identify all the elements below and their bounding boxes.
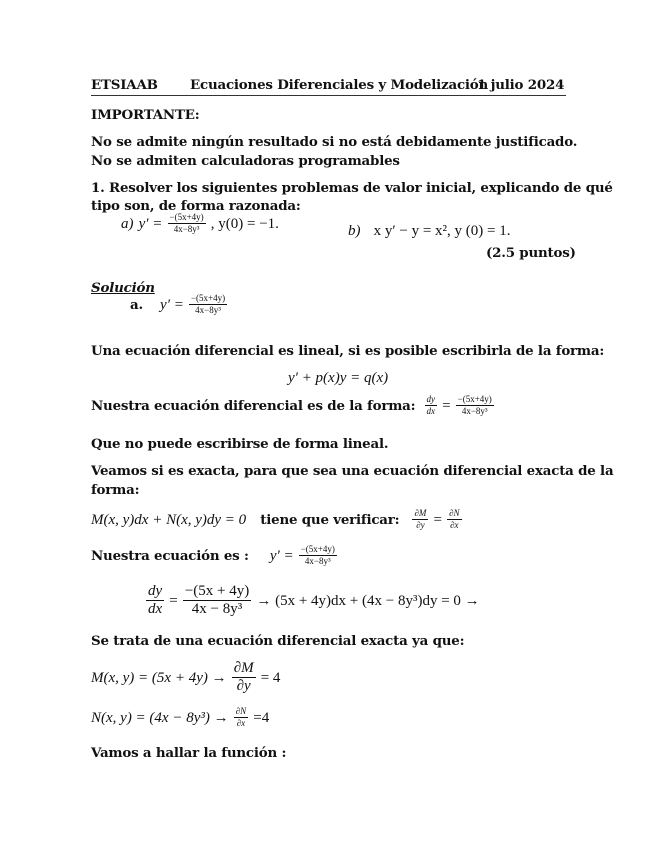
exact-form: M(x, y)dx + N(x, y)dy = 0 [91,512,247,528]
big-dM: ∂M [233,660,254,676]
big-equation-row [146,584,480,617]
notice-line-1: No se admite ningún resultado si no está debidamente justificado. [91,134,578,150]
big-numerator: −(5x + 4y) [184,583,250,599]
dx-denominator: dx [426,406,435,416]
problem-part-b [348,220,511,240]
dN-numerator: ∂N [449,508,460,518]
exact-form-row: M(x, y)dx + N(x, y)dy = 0 tiene que verificar: $\frac{\partial M}{\partial y}$ = $\frac{\partial N}{\partial x}$ [91,508,460,530]
big-dy-dx-fraction [146,584,164,617]
big-dy-partial: ∂y [236,678,251,694]
notice-line-2: No se admiten calculadoras programables [91,153,400,169]
solution-a-denominator: 4x−8y³ [195,305,221,315]
notice-title: IMPORTANTE: [91,107,200,123]
dM-numerator: ∂M [414,508,427,518]
solution-a-numerator: −(5x+4y) [190,293,226,303]
our-eq-lhs: y′ = [269,548,294,564]
solution-heading: Solución [91,280,155,296]
dx-partial-denominator: ∂x [450,520,459,530]
header-school: ETSIAAB [91,77,158,93]
part-a-fraction [168,213,206,234]
problem-statement-2: tipo son, de forma razonada: [91,198,301,214]
our-form-text: Nuestra ecuación diferencial es de la forma: [91,398,416,414]
find-function: Vamos a hallar la función : [91,745,287,761]
header-rule [91,95,566,96]
our-eq-row [91,545,337,566]
dy-partial-denominator: ∂y [416,520,425,530]
our-eq-denominator: 4x−8y³ [304,556,331,566]
M-result: = 4 [260,670,281,686]
part-a-lhs: y′ = [138,216,163,232]
big-equals: = [169,593,178,609]
our-form-fraction [456,395,494,416]
linear-intro: Una ecuación diferencial es lineal, si es posible escribirla de la forma: [91,343,605,359]
exact-claim: Se trata de una ecuación diferencial exacta ya que: [91,633,465,649]
small-dN-dx-fraction [234,707,248,728]
dy-numerator: dy [426,394,435,404]
big-dM-dy-fraction [232,661,256,694]
our-form-denominator: 4x−8y³ [461,406,488,416]
exact-intro-2: forma: [91,482,140,498]
part-a-denominator: 4x−8y³ [173,224,200,234]
our-eq-numerator: −(5x+4y) [300,544,335,554]
big-denominator: 4x − 8y³ [191,601,243,617]
dM-dy-fraction [412,509,428,530]
big-fraction [183,584,251,617]
linear-form: y′ + p(x)y = q(x) [288,370,389,386]
part-a-label: a) [121,216,134,232]
our-eq-text: Nuestra ecuación es : [91,548,249,564]
dN-dx-fraction [447,509,461,530]
big-rhs: → (5x + 4y)dx + (4x − 8y³)dy = 0 → [256,593,480,609]
M-row [91,661,280,694]
N-result: =4 [253,710,270,726]
solution-a-lhs: y′ = [160,297,184,313]
our-form-equals: = [442,398,451,414]
solution-a-label: a. [130,297,143,313]
solution-a-fraction [189,294,227,315]
part-b-label: b) [348,223,361,239]
our-form-numerator: −(5x+4y) [457,394,492,404]
problem-part-a [121,213,279,234]
our-form-row [91,395,494,416]
big-dy: dy [148,583,163,599]
big-dx: dx [148,601,163,617]
solution-a-equation [130,294,227,315]
N-row [91,707,269,728]
part-a-numerator: −(5x+4y) [169,212,204,222]
must-verify: tiene que verificar: [260,512,400,528]
header-course: Ecuaciones Diferenciales y Modelización [190,77,489,93]
header-date: 1 julio 2024 [477,77,565,93]
problem-points: (2.5 puntos) [486,245,576,261]
small-dx-partial: ∂x [236,718,246,728]
small-dN: ∂N [235,706,247,716]
problem-statement-1: 1. Resolver los siguientes problemas de valor inicial, explicando de qué [91,180,613,196]
our-eq-fraction [299,545,337,566]
M-definition: M(x, y) = (5x + 4y) → [91,670,227,686]
exact-intro-1: Veamos si es exacta, para que sea una ecuación diferencial exacta de la [91,463,614,479]
not-linear-text: Que no puede escribirse de forma lineal. [91,436,389,452]
part-b-equation: x y′ − y = x², y (0) = 1. [373,223,511,239]
part-a-condition: , y(0) = −1. [210,216,279,232]
N-definition: N(x, y) = (4x − 8y³) → [91,710,229,726]
dy-dx-fraction [425,395,438,416]
